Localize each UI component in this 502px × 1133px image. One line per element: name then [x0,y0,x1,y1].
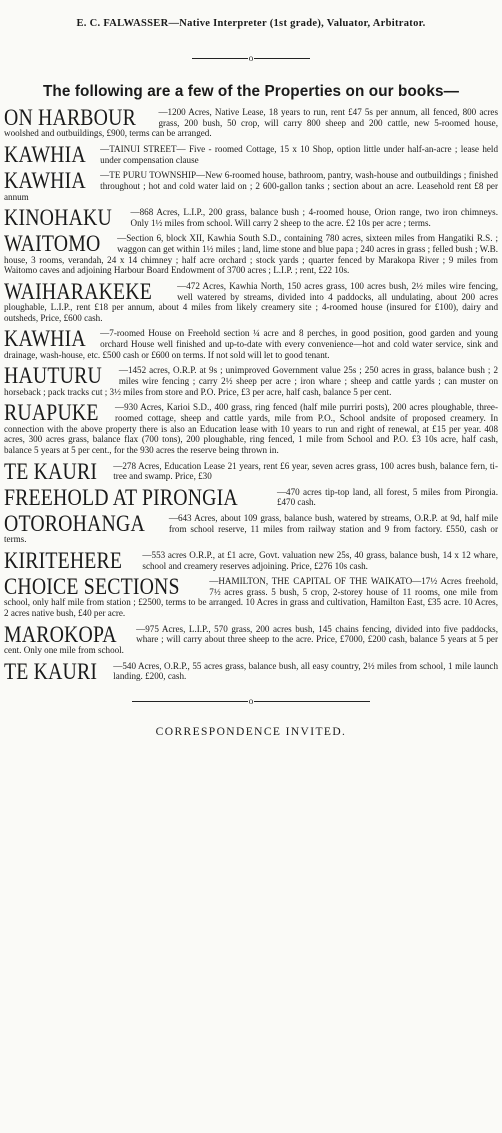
listing-description: —472 Acres, Kawhia North, 150 acres grass, 100 acres bush, 2½ miles wire fencing, well watered by streams, divided into 4 paddocks, all undulating, about 200 acres ploughable, L.I.P., rent £18 per annum, about 4 miles from likely creamery site ; 4-roomed house (insured for £100), dairy and outsheds, Price, £600 cash. [4,280,498,323]
listing-place-name: OTOROHANGA [4,510,145,536]
listing-place-name: TE KAURI [4,458,98,484]
listing-description: —553 acres O.R.P., at £1 acre, Govt. valuation new 25s, 40 grass, balance bush, 14 x 12 whare, school and creamery reserves adjoining. Price, £276 10s cash. [142,549,498,571]
listing-place-name: CHOICE SECTIONS [4,574,180,600]
intro-heading: The following are a few of the Properties on our books— [42,83,459,100]
divider-mark-bottom: o [248,696,254,706]
divider-mark: o [248,52,254,63]
property-listing [4,365,498,397]
property-listings [4,107,498,682]
listing-description: —7-roomed House on Freehold section ¼ acre and 8 perches, in good position, good garden and young orchard House well finished and up-to-date with every convenience—hot and cold water service, sink and drainage, wash-house, etc. £500 cash or £600 on terms. If not sold will let to good tenant. [4,328,498,360]
listing-description: —TAINUI STREET— Five - roomed Cottage, 15 x 10 Shop, option little under half-an-acre ; lease held under compensation clause [100,143,498,165]
property-listing [4,402,498,456]
listing-place-name: KIRITEHERE [4,547,123,573]
listing-place-name: RUAPUKE [4,400,99,426]
listing-place-name: KAWHIA [4,326,86,352]
top-divider [4,53,498,63]
listing-place-name: HAUTURU [4,363,102,389]
property-listing [4,621,498,656]
property-listing [4,328,498,360]
listing-place-name: MAROKOPA [4,621,117,647]
listing-place-name: ON HARBOUR [4,105,136,130]
listing-description: —HAMILTON, THE CAPITAL OF THE WAIKATO—17½ Acres freehold, 7½ acres grass. 5 bush, 5 crop, 2-storey house of 11 rooms, one mile from school, only half mile from station ; £2500, terms to be arranged. 10 Acres in grass and cultivation, Hamilton East, £35 acre. 10 Acres, 2 acres native bush, £40 per acre. [4,576,498,619]
listing-place-name: KAWHIA [4,141,86,167]
listing-place-name: WAITOMO [4,231,101,257]
listing-place-name: KAWHIA [4,168,86,194]
listing-description: —643 Acres, about 109 grass, balance bush, watered by streams, O.R.P. at 9d, half mile from school reserve, 11 miles from railway station and 9 from factory. £550, cash or terms. [4,512,498,545]
listing-place-name: TE KAURI [4,658,98,684]
property-listing [4,278,498,324]
footer-correspondence: CORRESPONDENCE INVITED. [155,726,347,738]
property-listing [4,547,498,573]
agent-header: E. C. FALWASSER—Native Interpreter (1st grade), Valuator, Arbitrator. [76,18,426,29]
listing-description: —868 Acres, L.I.P., 200 grass, balance bush ; 4-roomed house, Orion range, two iron chimneys. Only 1½ miles from school. Will carry 2 sheep to the acre. £2 10s per acre ; terms. [130,207,498,228]
property-listing [4,458,498,484]
listing-place-name: WAIHARAKEKE [4,278,153,304]
property-listing [4,233,498,276]
property-listing [4,107,498,139]
listing-description: —930 Acres, Karioi S.D., 400 grass, ring fenced (half mile purriri posts), 200 acres ploughable, three-roomed cottage, sheep and cattle yards, mile from P.O., School andsite of proposed creamery. In connection with the above property there is also an Education lease with 10 years to run and right of renewal, at £15 per year. 408 acres, 300 acres grass, balance flax (700 tons), 200 ploughable, ring fenced, 1 mile from School and P.O. £3 10s acre, half cash, balance 5 years at 5 per cent., for the 930 acres the reserve being thrown in. [4,402,498,456]
newspaper-advertisement [0,18,502,1133]
listing-place-name: KINOHAKU [4,205,112,231]
bottom-divider [4,696,498,706]
property-listing [4,484,498,510]
listing-description: —278 Acres, Education Lease 21 years, rent £6 year, seven acres grass, 100 acres bush, balance fern, ti-tree and swamp. Price, £30 [113,460,498,482]
listing-description: —TE PURU TOWNSHIP—New 6-roomed house, bathroom, pantry, wash-house and outbuildings ; finished throughout ; hot and cold water laid on ; 2 600-gallon tanks ; section about an acre. Leasehold rent £8 per annum [4,170,498,202]
listing-description: —470 acres tip-top land, all forest, 5 miles from Pirongia. £470 cash. [276,486,498,508]
property-listing [4,170,498,202]
property-listing [4,658,498,684]
listing-description: —1452 acres, O.R.P. at 9s ; unimproved Government value 25s ; 250 acres in grass, balance bush ; 2 miles wire fencing ; carry 2½ sheep per acre ; iron whare ; sheep and cattle yards ; can muster on horseback ; pack tracks cut ; 3½ miles from store and P.O. Price, £3 per acre, half cash, balance 5 per cent. [4,365,498,397]
listing-description: —1200 Acres, Native Lease, 18 years to run, rent £47 5s per annum, all fenced, 800 acres grass, 200 bush, 50 crop, will carry 800 sheep and 200 cattle, new 5-roomed house, woolshed and outbuildings, £900, terms can be arranged. [4,107,498,139]
property-listing [4,510,498,545]
property-listing [4,205,498,231]
property-listing [4,576,498,619]
property-listing [4,141,498,167]
listing-description: —975 Acres, L.I.P., 570 grass, 200 acres bush, 145 chains fencing, divided into five paddocks, whare ; will carry about three sheep to the acre. Price, £7000, £200 cash, balance 5 years at 5 per cent. Only one mile from school. [4,623,498,656]
listing-description: —540 Acres, O.R.P., 55 acres grass, balance bush, all easy country, 2½ miles from school, 1 mile launch landing. £200, cash. [113,660,498,682]
listing-description: —Section 6, block XII, Kawhia South S.D., containing 780 acres, sixteen miles from Hangatiki R.S. ; waggon can get within 1½ miles ; land, lime stone and blue papa ; 240 acres in grass ; felled bush ; W.B. house, 3 rooms, verandah, 24 x 14 chimney ; half acre orchard ; stock yards ; quarter fenced by Marakopa River ; 9 miles from Waitomo caves and adjoining Harbour Board Endowment of 3700 acres ; L.I.P. ; rent, £22 10s. [4,233,498,276]
listing-place-name: FREEHOLD AT PIRONGIA [4,484,238,510]
